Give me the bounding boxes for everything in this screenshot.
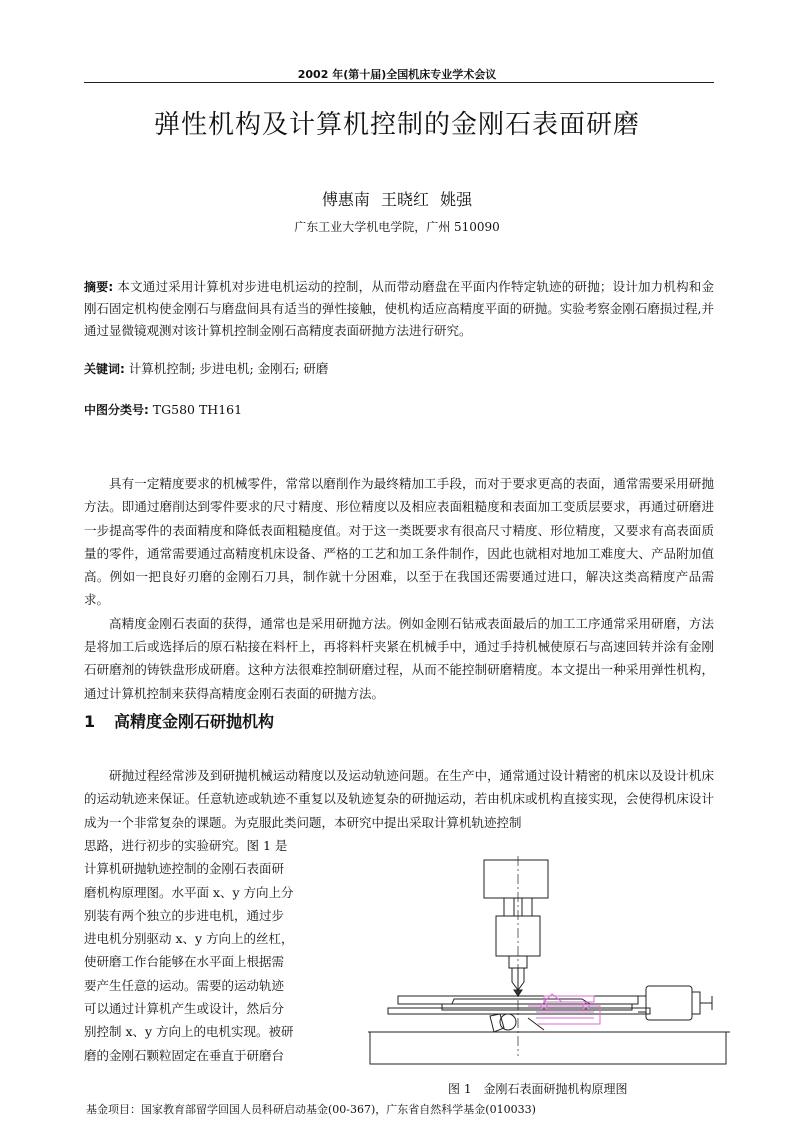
classification-text: TG580 TH161 [152, 402, 243, 417]
conference-header: 2002 年(第十届)全国机床专业学术会议 [297, 68, 497, 81]
keywords [84, 357, 714, 381]
section-heading [84, 709, 274, 732]
intro-paragraph-2: 高精度金刚石表面的获得，通常也是采用研抛方法。例如金刚石钻戒表面最后的加工工序通常采用研磨，方法是将加工后或选择后的原石粘接在料杆上，再将料杆夹紧在机械手中，通过手持机械使原石与高速回转并涂有金刚石研磨剂的铸铁盘形成研磨。这种方法很难控制研磨过程，从而不能控制研磨精度。本文提出一种采用弹性机构，通过计算机控制来获得高精度金刚石表面的研抛方法。 [84, 615, 714, 701]
wrap-line: 可以通过计算机产生或设计，然后分 [84, 1001, 285, 1017]
wrap-line: 计算机研抛轨迹控制的金刚石表面研 [84, 861, 285, 877]
abstract-label: 摘要: [84, 280, 114, 294]
paper-title: 弹性机构及计算机控制的金刚石表面研磨 [153, 110, 640, 140]
wrap-line: 磨的金刚石颗粒固定在垂直于研磨台 [84, 1047, 285, 1063]
funding-footnote: 基金项目：国家教育部留学回国人员科研启动基金(00-367)，广东省自然科学基金(010033) [86, 1103, 536, 1116]
machine-base [370, 1032, 726, 1064]
keywords-label: 关键词: [84, 362, 125, 376]
figure-1-caption: 图 1 金刚石表面研抛机构原理图 [448, 1082, 628, 1096]
keywords-text: 计算机控制; 步进电机; 金刚石; 研磨 [128, 361, 329, 376]
classification-label: 中图分类号: [84, 403, 149, 417]
abstract-text: 本文通过采用计算机对步进电机运动的控制，从而带动磨盘在平面内作特定轨迹的研抛；设计加力机构和金刚石固定机构使金刚石与磨盘间具有适当的弹性接触，使机构适应高精度平面的研抛。实验考察金刚石磨损过程,并通过显微镜观测对该计算机控制金刚石高精度表面研抛方法进行研究。 [84, 279, 714, 338]
wrap-line: 别装有两个独立的步进电机，通过步 [84, 907, 285, 923]
mechanism-drawing [368, 856, 730, 1068]
paper-authors: 傅惠南 王晓红 姚强 [321, 190, 473, 209]
wrap-line: 思路，进行初步的实验研究。图 1 是 [84, 838, 288, 853]
classification [84, 398, 714, 422]
intro-section [84, 472, 714, 705]
section-title: 高精度金刚石研抛机构 [114, 712, 275, 731]
intro-paragraph-1: 具有一定精度要求的机械零件，常常以磨削作为最终精加工手段，而对于要求更高的表面，通常需要采用研抛方法。即通过磨削达到零件要求的尺寸精度、形位精度以及相应表面粗糙度和表面加工变质层要求，再通过研磨进一步提高零件的表面精度和降低表面粗糙度值。对于这一类既要求有很高尺寸精度、形位精度，又要求有高表面质量的零件，通常需要通过高精度机床设备、严格的工艺和加工条件制作，因此也就相对地加工难度大、产品附加值高。例如一把良好刃磨的金刚石刀具，制作就十分困难，以至于在我国还需要通过进口，解决这类高精度产品需求。 [84, 476, 714, 608]
wrap-line: 磨机构原理图。水平面 x、y 方向上分 [84, 884, 294, 900]
wrap-line: 要产生任意的运动。需要的运动轨迹 [84, 977, 285, 993]
wrap-line: 使研磨工作台能够在水平面上根据需 [84, 954, 285, 970]
wrap-line: 别控制 x、y 方向上的电机实现。被研 [84, 1024, 294, 1040]
section-paragraph [84, 764, 714, 834]
header-rule [84, 82, 714, 83]
motor-housing [484, 860, 548, 898]
wrap-line: 进电机分别驱动 x、y 方向上的丝杠， [84, 931, 294, 947]
figure-1-mechanism-diagram [368, 856, 730, 1068]
wrapped-text-column [84, 834, 308, 1067]
section-number: 1 [84, 712, 96, 731]
paper-affiliation: 广东工业大学机电学院，广州 510090 [294, 220, 500, 234]
abstract [84, 276, 714, 342]
stepper-motor [646, 986, 692, 1020]
section-paragraph-text: 研抛过程经常涉及到研抛机械运动精度以及运动轨迹问题。在生产中，通常通过设计精密的机床以及设计机床的运动轨迹来保证。任意轨迹或轨迹不重复以及轨迹复杂的研抛运动，若由机床或机构直接实现，会使得机床设计成为一个非常复杂的课题。为克服此类问题，本研究中提出采取计算机轨迹控制 [84, 768, 714, 830]
